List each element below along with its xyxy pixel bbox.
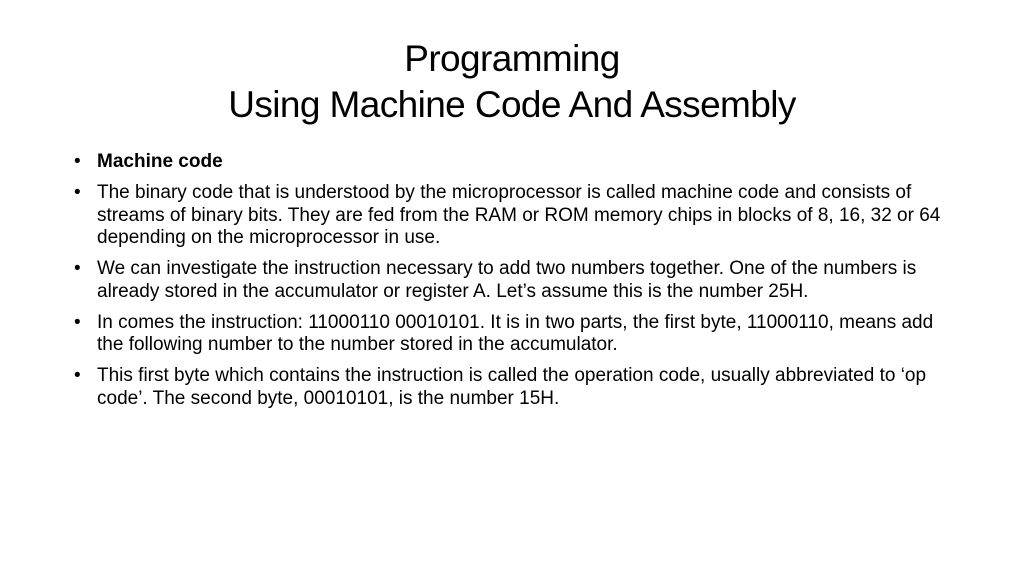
- slide-title-line-1: Programming: [404, 38, 620, 79]
- bullet-icon: •: [74, 151, 81, 172]
- bullet-item-machine-code: [74, 151, 950, 174]
- bullet-icon: •: [74, 182, 81, 203]
- bullet-text: We can investigate the instruction necessary to add two numbers together. One of the numbers is already stored in the accumulator or register A. Let’s assume this is the number 25H.: [97, 258, 917, 302]
- bullet-text: Machine code: [97, 151, 223, 172]
- bullet-list: [74, 151, 950, 419]
- bullet-text: The binary code that is understood by the microprocessor is called machine code and consists of streams of binary bits. They are fed from the RAM or ROM memory chips in blocks of 8, 16, 32 or 64 depending on the microprocessor in use.: [97, 182, 941, 248]
- slide-title: [60, 36, 964, 128]
- bullet-text: This first byte which contains the instruction is called the operation code, usually abbreviated to ‘op code’. The second byte, 00010101, is the number 15H.: [97, 365, 927, 409]
- bullet-icon: •: [74, 311, 81, 333]
- bullet-item-add-numbers: [74, 258, 950, 303]
- slide-title-line-2: Using Machine Code And Assembly: [228, 84, 796, 125]
- bullet-icon: •: [74, 365, 81, 386]
- bullet-icon: •: [74, 258, 81, 279]
- bullet-item-binary-code: [74, 182, 950, 250]
- bullet-text: In comes the instruction: 11000110 00010101. It is in two parts, the first byte, 11000110, means add the following number to the number stored in the accumulator.: [97, 311, 934, 355]
- bullet-item-instruction: [74, 312, 950, 357]
- bullet-item-op-code: [74, 365, 950, 410]
